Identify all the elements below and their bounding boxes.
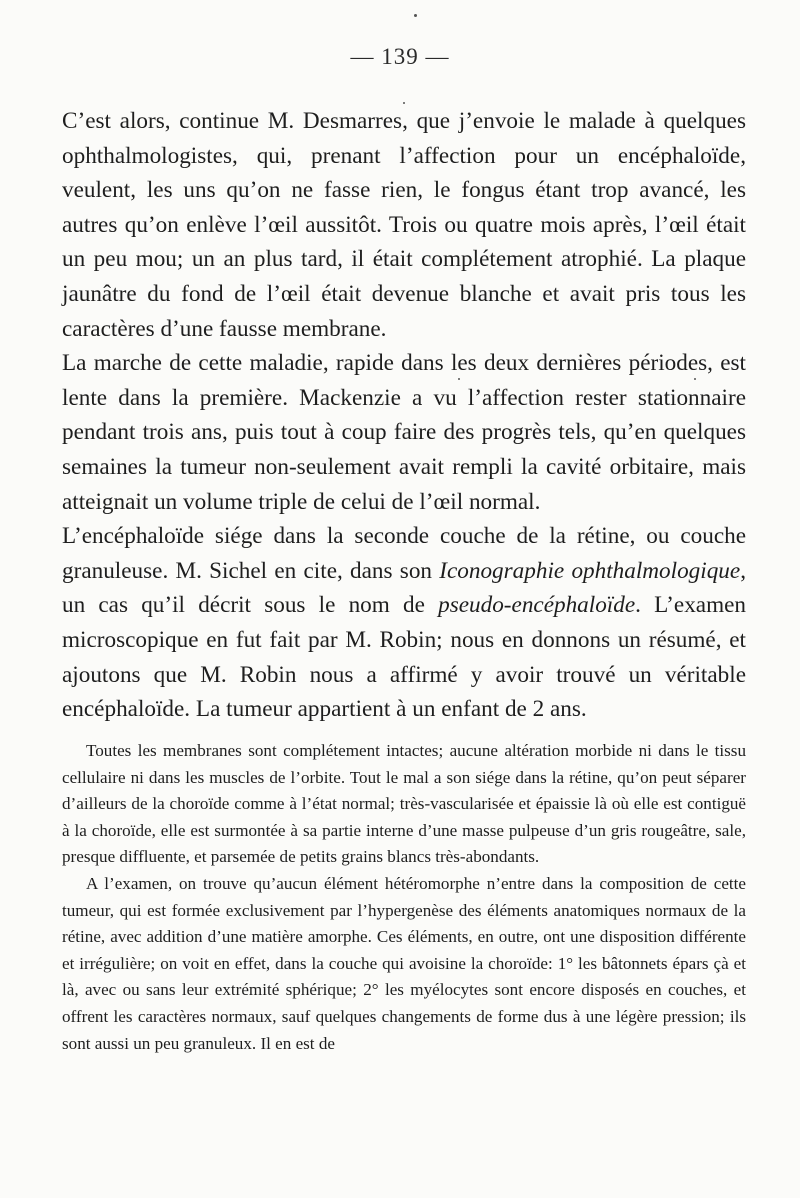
book-title-iconographie: Iconographie ophthalmologique: [439, 557, 741, 584]
paragraph-desmarres: C’est alors, continue M. Desmarres, que j’envoie le malade à quelques ophthalmologistes, qui, prenant l’affection pour un encéphaloïde, veulent, les uns qu’on ne fasse rien, le fongus étant trop avancé, les autres qu’on enlève l’œil aussitôt. Trois ou quatre mois après, l’œil était un peu mou; un an plus tard, il était complétement atrophié. La plaque jaunâtre du fond de l’œil était devenue blanche et avait pris tous les caractères d’une fausse membrane.: [62, 108, 746, 342]
note-paragraph-examination: A l’examen, on trouve qu’aucun élément hétéromorphe n’entre dans la composition de cette tumeur, qui est formée exclusivement par l’hypergenèse des éléments anatomiques normaux de la rétine, avec addition d’une matière amorphe. Ces éléments, en outre, ont une disposition différente et irrégulière; on voit en effet, dans la couche qui avoisine la choroïde: 1° les bâtonnets épars çà et là, avec ou sans leur extrémité sphérique; 2° les myélocytes sont encore disposés en couches, et offrent les caractères normaux, sauf quelques changements de forme dus à une légère pression; ils sont aussi un peu granuleux. Il en est de: [62, 873, 746, 1053]
paragraph-text: L’encéphaloïde siége dans la seconde couche de la rétine, ou couche granuleuse. M. Sichel en cite, dans son: [62, 523, 746, 584]
ink-speck: [414, 14, 417, 17]
paragraph-text: . L’examen microscopique en fut fait par M. Robin; nous en donnons un résumé, et ajoutons que M. Robin nous a affirmé y avoir trouvé un véritable encéphaloïde. La tumeur appartient à un enfant de 2 ans.: [62, 592, 746, 723]
paragraph-encephaloid: [62, 519, 746, 727]
paragraph-text: , un cas qu’il décrit sous le nom de: [62, 557, 746, 619]
main-text: [62, 104, 746, 727]
paragraph-disease-course: La marche de cette maladie, rapide dans les deux dernières périodes, est lente dans la première. Mackenzie a vu l’affection rester stationnaire pendant trois ans, puis tout à coup faire des progrès tels, qu’en quelques semaines la tumeur non-seulement avait rempli la cavité orbitaire, mais atteignait un volume triple de celui de l’œil normal.: [62, 350, 746, 515]
small-print-note: [62, 738, 746, 1057]
page-number: — 139 —: [350, 44, 450, 69]
term-pseudo-encephaloide: pseudo-encéphaloïde: [438, 592, 636, 619]
note-paragraph-membranes: Toutes les membranes sont complétement intactes; aucune altération morbide ni dans le tissu cellulaire ni dans les muscles de l’orbite. Tout le mal a son siége dans la rétine, qu’on peut séparer d’ailleurs de la choroïde comme à l’état normal; très-vascularisée et épaissie là où elle est contiguë à la choroïde, elle est surmontée à sa partie interne d’une masse pulpeuse d’un gris rougeâtre, sale, presque diffluente, et parsemée de petits grains blancs très-abondants.: [62, 741, 746, 867]
